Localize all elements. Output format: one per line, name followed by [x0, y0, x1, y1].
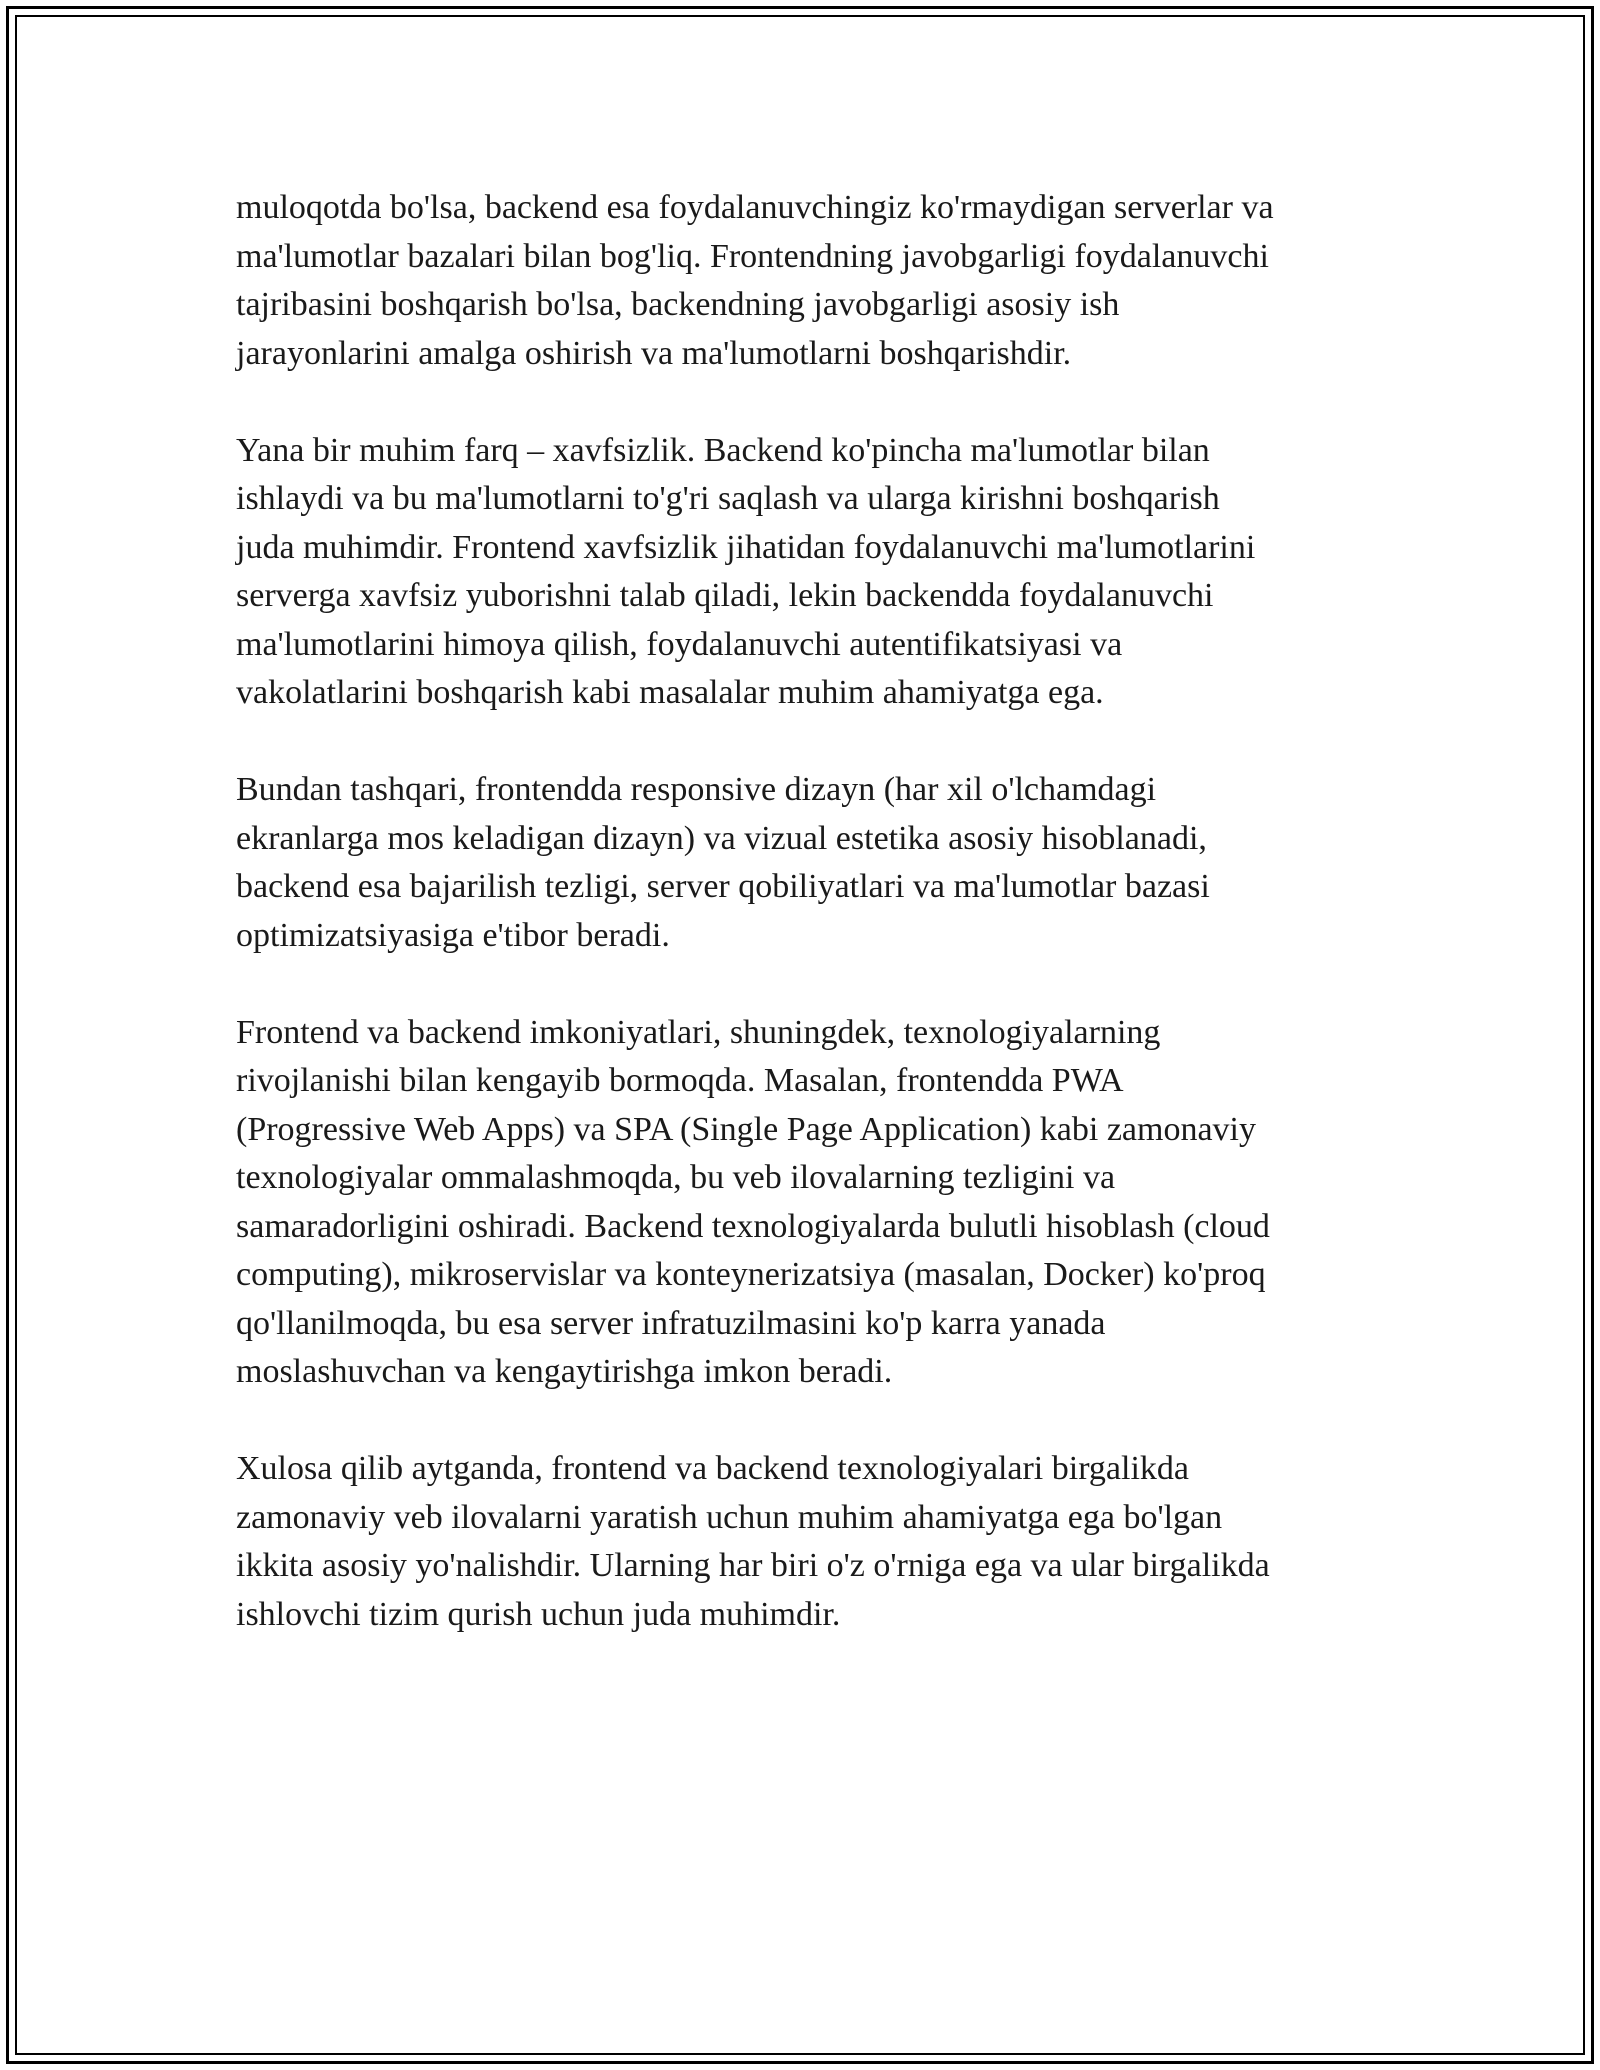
paragraph-4: Frontend va backend imkoniyatlari, shuningdek, texnologiyalarning rivojlanishi bilan kengayib bormoqda. Masalan, frontendda PWA (Progressive Web Apps) va SPA (Single Page Application) kabi zamonaviy texnologiyalar ommalashmoqda, bu veb ilovalarning tezligini va samaradorligini oshiradi. Backend texnologiyalarda bulutli hisoblash (cloud computing), mikroservislar va konteynerizatsiya (masalan, Docker) ko'proq qo'llanilmoqda, bu esa server infratuzilmasini ko'p karra yanada moslashuvchan va kengaytirishga imkon beradi. [236, 1013, 1270, 1390]
paragraph-1: muloqotda bo'lsa, backend esa foydalanuvchingiz ko'rmaydigan serverlar va ma'lumotlar bazalari bilan bog'liq. Frontendning javobgarligi foydalanuvchi tajribasini boshqarish bo'lsa, backendning javobgarligi asosiy ish jarayonlarini amalga oshirish va ma'lumotlarni boshqarishdir. [236, 189, 1274, 372]
document-body [236, 184, 1376, 1688]
paragraph-5: Xulosa qilib aytganda, frontend va backend texnologiyalari birgalikda zamonaviy veb ilovalarni yaratish uchun muhim ahamiyatga ega bo'lgan ikkita asosiy yo'nalishdir. Ularning har biri o'z o'rniga ega va ular birgalikda ishlovchi tizim qurish uchun juda muhimdir. [236, 1450, 1270, 1633]
paragraph-2: Yana bir muhim farq – xavfsizlik. Backend ko'pincha ma'lumotlar bilan ishlaydi va bu ma'lumotlarni to'g'ri saqlash va ularga kirishni boshqarish juda muhimdir. Frontend xavfsizlik jihatidan foydalanuvchi ma'lumotlarini serverga xavfsiz yuborishni talab qiladi, lekin backendda foydalanuvchi ma'lumotlarini himoya qilish, foydalanuvchi autentifikatsiyasi va vakolatlarini boshqarish kabi masalalar muhim ahamiyatga ega. [236, 431, 1256, 711]
paragraph-3: Bundan tashqari, frontendda responsive dizayn (har xil o'lchamdagi ekranlarga mos keladigan dizayn) va vizual estetika asosiy hisoblanadi, backend esa bajarilish tezligi, server qobiliyatlari va ma'lumotlar bazasi optimizatsiyasiga e'tibor beradi. [236, 771, 1210, 954]
